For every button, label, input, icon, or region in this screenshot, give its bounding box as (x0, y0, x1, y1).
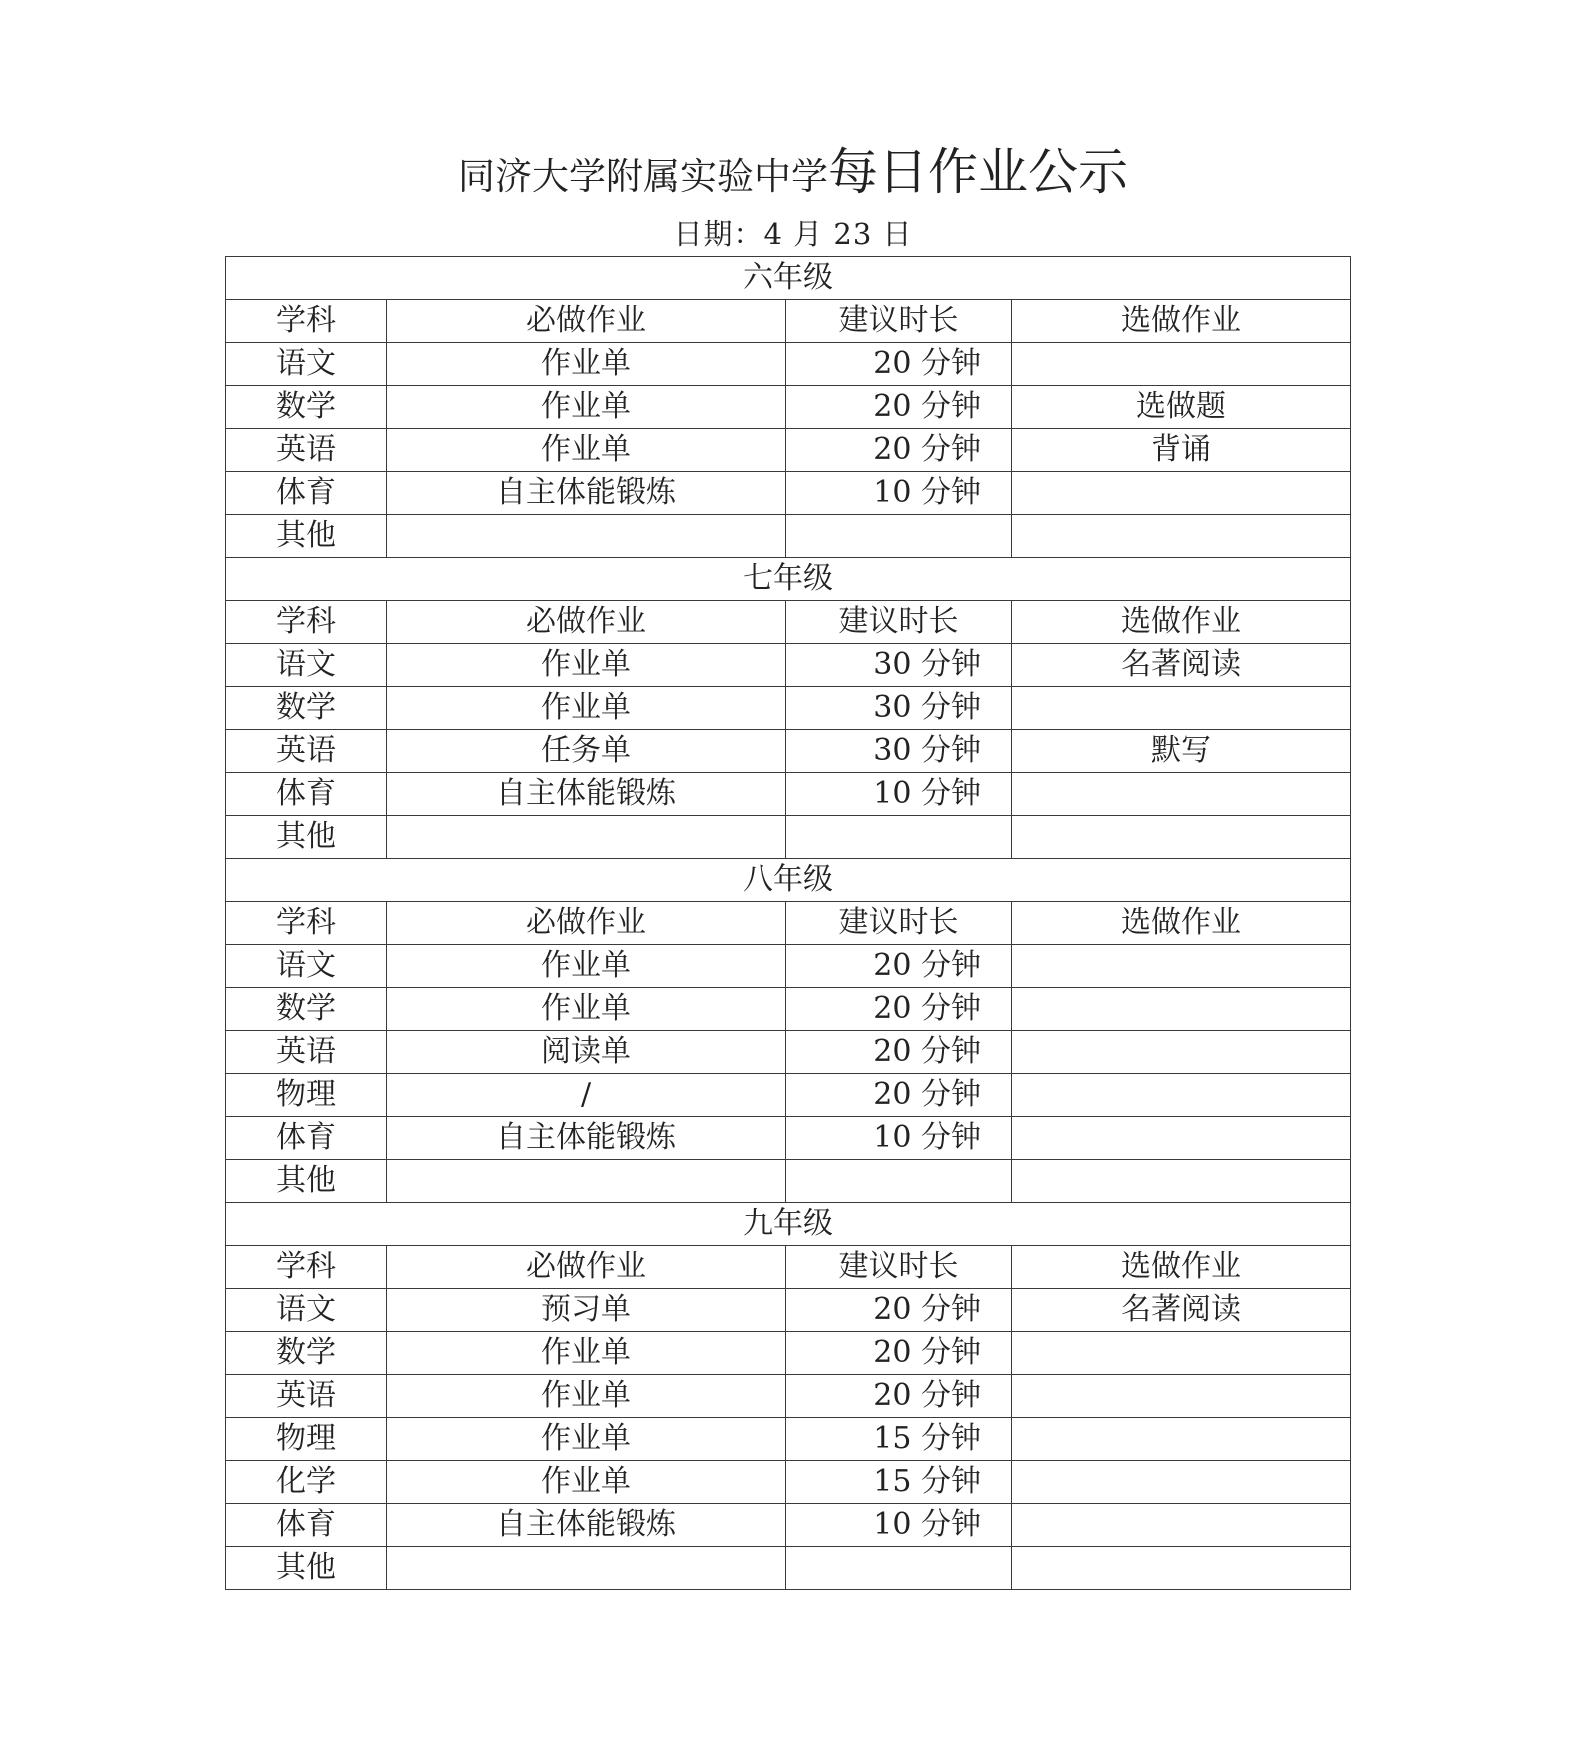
required-homework-cell: 自主体能锻炼 (387, 472, 786, 515)
time-header: 建议时长 (786, 902, 1012, 945)
subject-cell: 体育 (226, 472, 387, 515)
date-line: 日期：4 月 23 日 (673, 217, 913, 251)
table-row (226, 730, 1351, 773)
subject-cell: 语文 (226, 644, 387, 687)
subject-cell: 英语 (226, 730, 387, 773)
optional-homework-cell (1012, 1332, 1351, 1375)
required-homework-cell: 作业单 (387, 644, 786, 687)
required-homework-cell: 阅读单 (387, 1031, 786, 1074)
required-header: 必做作业 (387, 1246, 786, 1289)
subject-cell: 化学 (226, 1461, 387, 1504)
table-row (226, 816, 1351, 859)
required-homework-cell: 作业单 (387, 1418, 786, 1461)
subject-header: 学科 (226, 902, 387, 945)
column-header-row (226, 1246, 1351, 1289)
optional-homework-cell (1012, 343, 1351, 386)
suggested-time-cell (786, 816, 1012, 859)
optional-homework-cell (1012, 687, 1351, 730)
suggested-time-cell: 10 分钟 (786, 1504, 1012, 1547)
optional-homework-cell (1012, 1074, 1351, 1117)
required-homework-cell: 作业单 (387, 1375, 786, 1418)
suggested-time-cell: 20 分钟 (786, 1375, 1012, 1418)
suggested-time-cell: 10 分钟 (786, 1117, 1012, 1160)
table-row (226, 644, 1351, 687)
subject-cell: 其他 (226, 1160, 387, 1203)
column-header-row (226, 300, 1351, 343)
table-row (226, 1418, 1351, 1461)
table-row (226, 386, 1351, 429)
optional-homework-cell (1012, 1504, 1351, 1547)
suggested-time-cell: 20 分钟 (786, 988, 1012, 1031)
grade-row (226, 558, 1351, 601)
optional-homework-cell (1012, 1160, 1351, 1203)
subject-cell: 语文 (226, 945, 387, 988)
table-row (226, 1117, 1351, 1160)
table-row (226, 1332, 1351, 1375)
optional-header: 选做作业 (1012, 1246, 1351, 1289)
title-school-name: 同济大学附属实验中学 (458, 155, 828, 198)
required-homework-cell: 作业单 (387, 1461, 786, 1504)
required-homework-cell: 任务单 (387, 730, 786, 773)
suggested-time-cell: 30 分钟 (786, 730, 1012, 773)
subject-cell: 英语 (226, 1031, 387, 1074)
required-header: 必做作业 (387, 902, 786, 945)
table-row (226, 988, 1351, 1031)
suggested-time-cell: 15 分钟 (786, 1461, 1012, 1504)
table-row (226, 773, 1351, 816)
table-row (226, 429, 1351, 472)
table-row (226, 1289, 1351, 1332)
grade-title: 六年级 (226, 257, 1351, 300)
subject-cell: 体育 (226, 1117, 387, 1160)
subject-cell: 英语 (226, 1375, 387, 1418)
required-homework-cell: 作业单 (387, 343, 786, 386)
subject-header: 学科 (226, 601, 387, 644)
required-homework-cell (387, 515, 786, 558)
optional-homework-cell (1012, 1547, 1351, 1590)
subject-cell: 其他 (226, 515, 387, 558)
time-header: 建议时长 (786, 1246, 1012, 1289)
time-header: 建议时长 (786, 300, 1012, 343)
suggested-time-cell: 10 分钟 (786, 472, 1012, 515)
suggested-time-cell: 20 分钟 (786, 386, 1012, 429)
required-homework-cell: 作业单 (387, 945, 786, 988)
column-header-row (226, 902, 1351, 945)
optional-homework-cell (1012, 1117, 1351, 1160)
subject-header: 学科 (226, 1246, 387, 1289)
table-row (226, 945, 1351, 988)
optional-header: 选做作业 (1012, 902, 1351, 945)
optional-homework-cell (1012, 773, 1351, 816)
suggested-time-cell (786, 1160, 1012, 1203)
table-row (226, 1074, 1351, 1117)
suggested-time-cell: 10 分钟 (786, 773, 1012, 816)
subject-cell: 英语 (226, 429, 387, 472)
optional-homework-cell: 背诵 (1012, 429, 1351, 472)
required-header: 必做作业 (387, 601, 786, 644)
suggested-time-cell: 20 分钟 (786, 1074, 1012, 1117)
optional-homework-cell (1012, 1418, 1351, 1461)
title-notice: 每日作业公示 (828, 143, 1128, 201)
grade-row (226, 859, 1351, 902)
required-homework-cell (387, 816, 786, 859)
subject-cell: 语文 (226, 1289, 387, 1332)
suggested-time-cell: 20 分钟 (786, 343, 1012, 386)
required-homework-cell: 作业单 (387, 687, 786, 730)
optional-homework-cell (1012, 1461, 1351, 1504)
subject-cell: 物理 (226, 1418, 387, 1461)
optional-homework-cell (1012, 1375, 1351, 1418)
subject-cell: 语文 (226, 343, 387, 386)
subject-cell: 体育 (226, 1504, 387, 1547)
suggested-time-cell (786, 515, 1012, 558)
suggested-time-cell (786, 1547, 1012, 1590)
required-homework-cell: 自主体能锻炼 (387, 1504, 786, 1547)
suggested-time-cell: 20 分钟 (786, 1031, 1012, 1074)
optional-homework-cell: 默写 (1012, 730, 1351, 773)
subject-cell: 数学 (226, 1332, 387, 1375)
suggested-time-cell: 20 分钟 (786, 1332, 1012, 1375)
table-row (226, 343, 1351, 386)
optional-homework-cell (1012, 945, 1351, 988)
table-row (226, 687, 1351, 730)
subject-header: 学科 (226, 300, 387, 343)
table-row (226, 1031, 1351, 1074)
subject-cell: 物理 (226, 1074, 387, 1117)
suggested-time-cell: 15 分钟 (786, 1418, 1012, 1461)
optional-homework-cell: 名著阅读 (1012, 644, 1351, 687)
required-header: 必做作业 (387, 300, 786, 343)
grade-title: 八年级 (226, 859, 1351, 902)
grade-title: 七年级 (226, 558, 1351, 601)
suggested-time-cell: 20 分钟 (786, 1289, 1012, 1332)
optional-homework-cell (1012, 472, 1351, 515)
required-homework-cell: 自主体能锻炼 (387, 1117, 786, 1160)
subject-cell: 其他 (226, 1547, 387, 1590)
optional-homework-cell (1012, 988, 1351, 1031)
required-homework-cell: 作业单 (387, 429, 786, 472)
suggested-time-cell: 20 分钟 (786, 945, 1012, 988)
table-row (226, 1504, 1351, 1547)
column-header-row (226, 601, 1351, 644)
table-row (226, 472, 1351, 515)
required-homework-cell: 自主体能锻炼 (387, 773, 786, 816)
table-row (226, 1160, 1351, 1203)
optional-homework-cell (1012, 515, 1351, 558)
required-homework-cell: 作业单 (387, 1332, 786, 1375)
table-row (226, 1547, 1351, 1590)
table-row (226, 515, 1351, 558)
suggested-time-cell: 30 分钟 (786, 687, 1012, 730)
optional-header: 选做作业 (1012, 300, 1351, 343)
page-title (0, 142, 1586, 214)
optional-header: 选做作业 (1012, 601, 1351, 644)
required-homework-cell: 预习单 (387, 1289, 786, 1332)
grade-row (226, 1203, 1351, 1246)
table-row (226, 1375, 1351, 1418)
subject-cell: 数学 (226, 988, 387, 1031)
required-homework-cell (387, 1160, 786, 1203)
suggested-time-cell: 30 分钟 (786, 644, 1012, 687)
optional-homework-cell: 选做题 (1012, 386, 1351, 429)
homework-table (225, 256, 1351, 1590)
table-row (226, 1461, 1351, 1504)
suggested-time-cell: 20 分钟 (786, 429, 1012, 472)
subject-cell: 体育 (226, 773, 387, 816)
required-homework-cell: / (387, 1074, 786, 1117)
required-homework-cell: 作业单 (387, 386, 786, 429)
optional-homework-cell: 名著阅读 (1012, 1289, 1351, 1332)
homework-table-body (226, 257, 1351, 1590)
subject-cell: 数学 (226, 687, 387, 730)
optional-homework-cell (1012, 1031, 1351, 1074)
grade-row (226, 257, 1351, 300)
required-homework-cell (387, 1547, 786, 1590)
subject-cell: 数学 (226, 386, 387, 429)
time-header: 建议时长 (786, 601, 1012, 644)
grade-title: 九年级 (226, 1203, 1351, 1246)
optional-homework-cell (1012, 816, 1351, 859)
subject-cell: 其他 (226, 816, 387, 859)
required-homework-cell: 作业单 (387, 988, 786, 1031)
